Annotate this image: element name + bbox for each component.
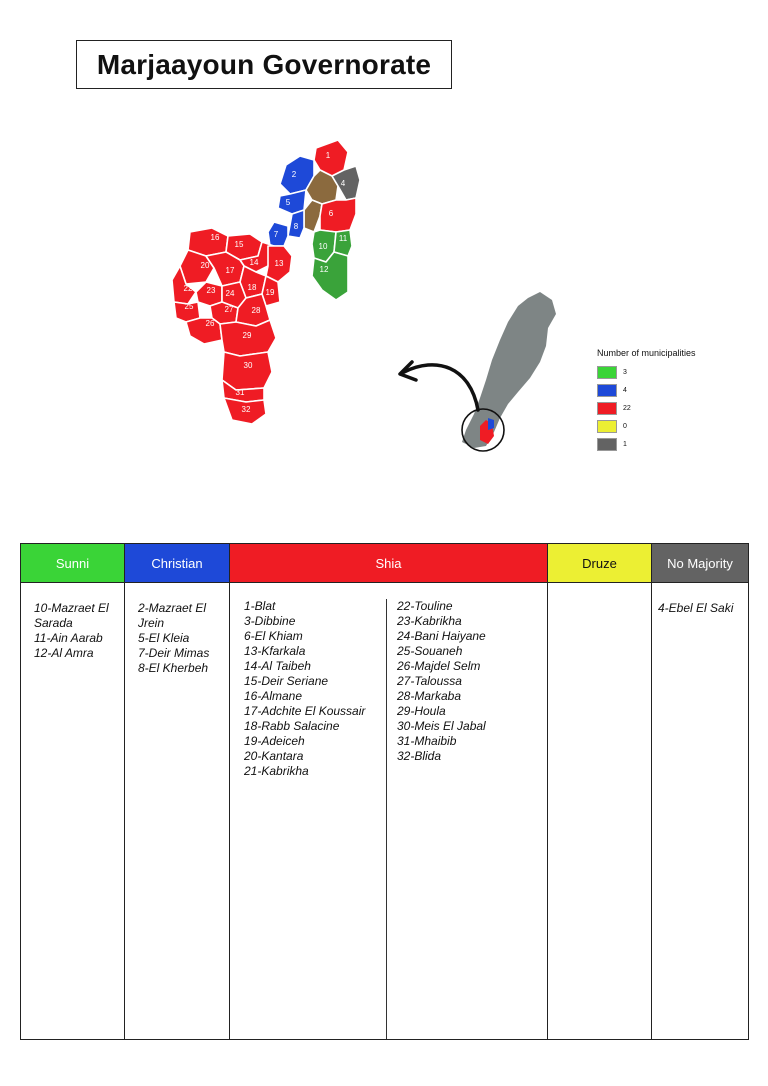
region-30 <box>222 352 272 390</box>
region-label: 31 <box>235 388 245 397</box>
region-label: 22 <box>183 284 193 293</box>
region-label: 24 <box>225 289 235 298</box>
region-26 <box>186 318 222 344</box>
region-6 <box>320 198 356 232</box>
legend-swatch <box>597 384 617 397</box>
list-item: 19-Adeiceh <box>244 734 305 748</box>
no-majority-cell <box>652 583 749 1040</box>
legend-count: 22 <box>623 404 631 412</box>
region-label: 13 <box>274 259 284 268</box>
list-item: 30-Meis El Jabal <box>397 719 486 733</box>
region-label: 15 <box>234 240 244 249</box>
list-item: 23-Kabrikha <box>397 614 462 628</box>
region-label: 12 <box>319 265 329 274</box>
legend-swatch <box>597 366 617 379</box>
header-sunni: Sunni <box>21 544 125 583</box>
region-label: 1 <box>325 151 331 160</box>
legend-count: 4 <box>623 386 627 394</box>
list-item: 27-Taloussa <box>397 674 462 688</box>
lebanon-inset-map <box>462 292 556 448</box>
list-item: 20-Kantara <box>244 749 304 763</box>
list-item: 26-Majdel Selm <box>397 659 481 673</box>
list-item: 3-Dibbine <box>244 614 296 628</box>
list-item: 12-Al Amra <box>34 646 94 660</box>
legend-row-sunni <box>597 363 696 381</box>
region-label: 19 <box>265 288 275 297</box>
legend <box>597 348 696 453</box>
region-label: 5 <box>285 198 291 207</box>
marjaayoun-inset-blue <box>488 418 494 430</box>
shia-columns <box>243 599 539 1039</box>
christian-cell <box>125 583 230 1040</box>
list-item: 22-Touline <box>397 599 453 613</box>
legend-row-shia <box>597 399 696 417</box>
region-label: 25 <box>184 302 194 311</box>
religion-table <box>20 543 749 1040</box>
list-item: 21-Kabrikha <box>244 764 309 778</box>
legend-row-no-majority <box>597 435 696 453</box>
legend-title: Number of municipalities <box>597 348 696 358</box>
list-item: 29-Houla <box>397 704 446 718</box>
legend-count: 1 <box>623 440 627 448</box>
region-label: 28 <box>251 306 261 315</box>
region-label: 6 <box>328 209 334 218</box>
list-item: 18-Rabb Salacine <box>244 719 340 733</box>
header-no-majority: No Majority <box>652 544 749 583</box>
sunni-cell <box>21 583 125 1040</box>
list-item: 1-Blat <box>244 599 276 613</box>
region-label: 32 <box>241 405 251 414</box>
list-item: 5-El Kleia <box>138 631 190 645</box>
region-label: 29 <box>242 331 252 340</box>
list-item: 4-Ebel El Saki <box>658 601 734 615</box>
list-item: 15-Deir Seriane <box>244 674 329 688</box>
region-label: 17 <box>225 266 235 275</box>
region-label: 7 <box>273 230 279 239</box>
legend-row-christian <box>597 381 696 399</box>
pointer-arrow <box>404 365 478 410</box>
druze-cell <box>548 583 652 1040</box>
list-item: 8-El Kherbeh <box>138 661 209 675</box>
list-item: 16-Almane <box>244 689 303 703</box>
list-item: 17-Adchite El Koussair <box>244 704 366 718</box>
legend-swatch <box>597 402 617 415</box>
marjaayoun-map <box>172 140 360 424</box>
table-header-row <box>21 544 749 583</box>
page-title: Marjaayoun Governorate <box>76 40 452 89</box>
list-item: 10-Mazraet El Sarada <box>34 601 109 630</box>
legend-count: 0 <box>623 422 627 430</box>
region-label: 11 <box>338 234 348 243</box>
list-item: 25-Souaneh <box>397 644 463 658</box>
region-label: 23 <box>206 286 216 295</box>
region-label: 4 <box>340 179 346 188</box>
list-item: 13-Kfarkala <box>244 644 306 658</box>
list-item: 32-Blida <box>397 749 442 763</box>
list-item: 11-Ain Aarab <box>34 631 103 645</box>
shia-column-right <box>386 599 539 1039</box>
list-item: 7-Deir Mimas <box>138 646 210 660</box>
legend-row-druze <box>597 417 696 435</box>
region-label: 20 <box>200 261 210 270</box>
header-shia: Shia <box>230 544 548 583</box>
list-item: 24-Bani Haiyane <box>397 629 486 643</box>
header-christian: Christian <box>125 544 230 583</box>
region-label: 26 <box>205 319 215 328</box>
region-label: 16 <box>210 233 220 242</box>
list-item: 2-Mazraet El Jrein <box>138 601 207 630</box>
header-druze: Druze <box>548 544 652 583</box>
region-12 <box>312 252 348 300</box>
list-item: 14-Al Taibeh <box>244 659 311 673</box>
legend-swatch <box>597 420 617 433</box>
table-body-row <box>21 583 749 1040</box>
region-label: 18 <box>247 283 257 292</box>
list-item: 31-Mhaibib <box>397 734 457 748</box>
list-item: 28-Markaba <box>397 689 462 703</box>
list-item: 6-El Khiam <box>244 629 303 643</box>
legend-count: 3 <box>623 368 627 376</box>
region-label: 14 <box>249 258 259 267</box>
legend-swatch <box>597 438 617 451</box>
shia-column-left <box>243 599 386 1039</box>
shia-cell <box>230 583 548 1040</box>
region-label: 8 <box>293 222 299 231</box>
region-label: 10 <box>318 242 328 251</box>
region-label: 30 <box>243 361 253 370</box>
region-label: 27 <box>224 305 234 314</box>
region-label: 2 <box>291 170 297 179</box>
